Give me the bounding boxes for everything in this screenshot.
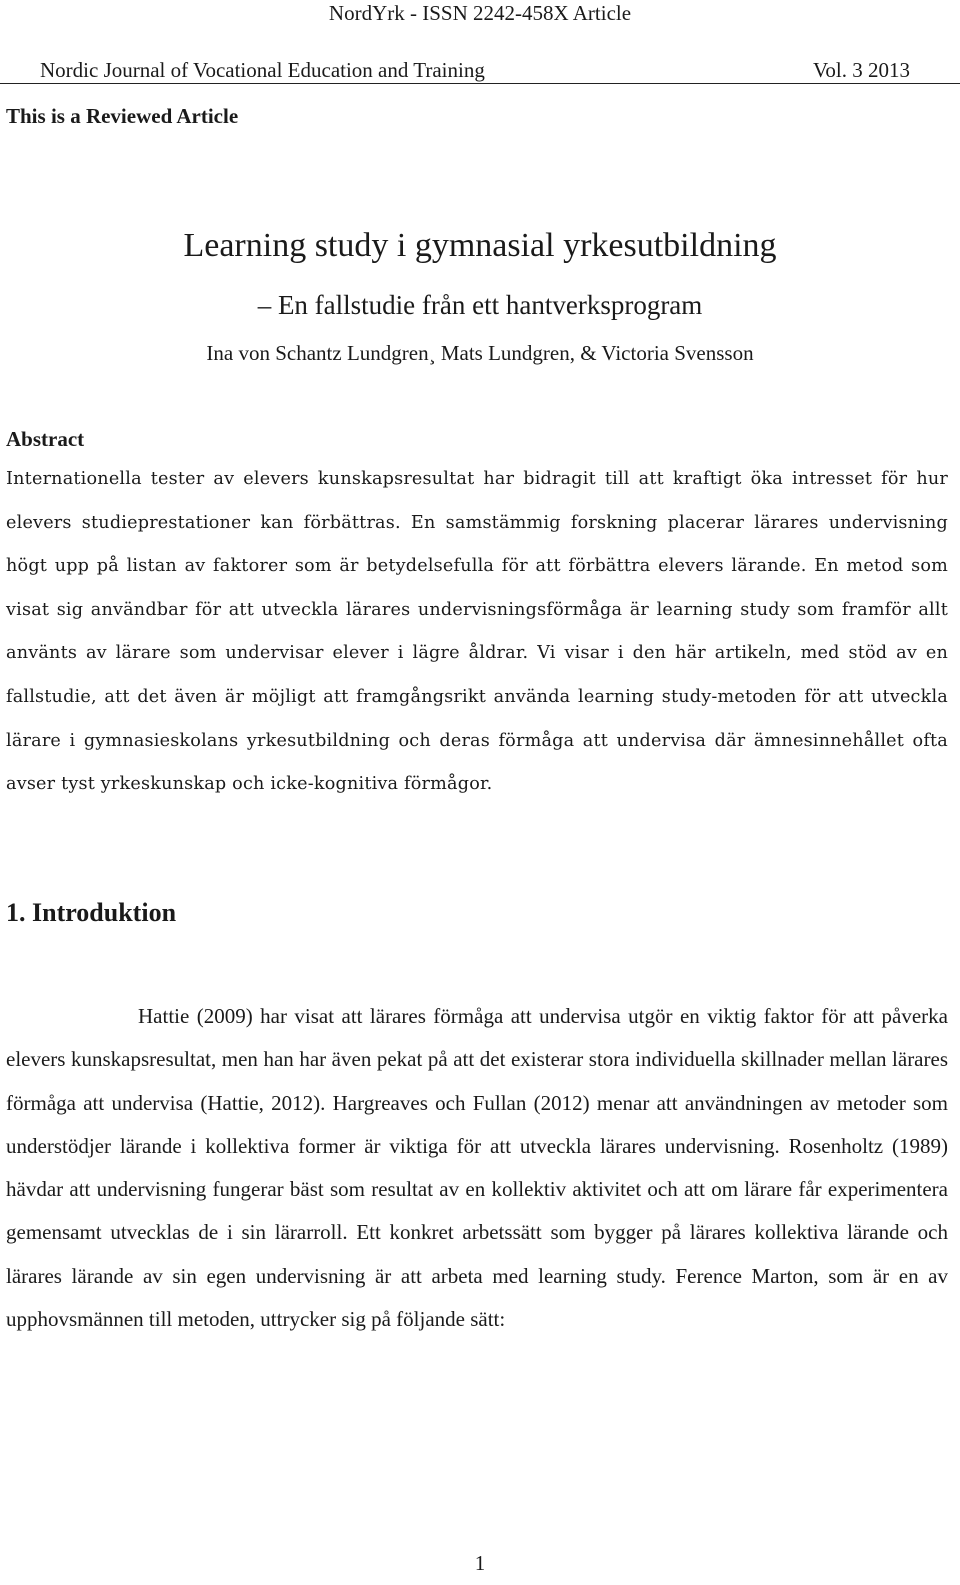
journal-volume: Vol. 3 2013 bbox=[812, 58, 910, 82]
abstract-heading: Abstract bbox=[6, 427, 85, 451]
review-status: This is a Reviewed Article bbox=[6, 104, 239, 128]
article-authors: Ina von Schantz Lundgren¸ Mats Lundgren, & Victoria Svensson bbox=[206, 341, 754, 365]
journal-header-line bbox=[0, 57, 960, 84]
introduction-body bbox=[6, 995, 948, 1341]
page-number: 1 bbox=[474, 1551, 486, 1575]
journal-name: Nordic Journal of Vocational Education and Training bbox=[40, 58, 485, 82]
abstract-text: Internationella tester av elevers kunskapsresultat har bidragit till att kraftigt öka intresset för hur elevers studieprestationer kan förbättras. En samstämmig forskning placerar lärares undervisning högt upp på listan av faktorer som är betydelsefulla för att förbättra elevers lärande. En metod som visat sig användbar för att utveckla lärares undervisningsförmåga är learning study som framför allt använts av lärare som undervisar elever i lägre åldrar. Vi visar i den här artikeln, med stöd av en fallstudie, att det även är möjligt att framgångsrikt använda learning study-metoden för att utveckla lärare i gymnasieskolans yrkesutbildning och deras förmåga att undervisa där ämnesinnehållet ofta avser tyst yrkeskunskap och icke-kognitiva förmågor. bbox=[6, 469, 948, 795]
introduction-paragraph: Hattie (2009) har visat att lärares förmåga att undervisa utgör en viktig faktor för att påverka elevers kunskapsresultat, men han har även pekat på att det existerar stora individuella skillnader mellan lärares förmåga att undervisa (Hattie, 2012). Hargreaves och Fullan (2012) menar att användningen av metoder som understödjer lärande i kollektiva former är viktiga för att utveckla lärares undervisning. Rosenholtz (1989) hävdar att undervisning fungerar bäst som resultat av en kollektiv aktivitet och att om lärare får experimentera gemensamt utvecklas de i sin lärarroll. Ett konkret arbetssätt som bygger på lärares kollektiva lärande och lärares lärande av sin egen undervisning är att arbeta med learning study. Ference Marton, som är en av upphovsmännen till metoden, uttrycker sig på följande sätt: bbox=[6, 1004, 948, 1332]
article-subtitle: – En fallstudie från ett hantverksprogram bbox=[257, 290, 703, 320]
section-heading-introduction: 1. Introduktion bbox=[6, 898, 177, 927]
journal-issn-header: NordYrk - ISSN 2242-458X Article bbox=[328, 1, 632, 25]
article-title: Learning study i gymnasial yrkesutbildning bbox=[183, 227, 777, 264]
